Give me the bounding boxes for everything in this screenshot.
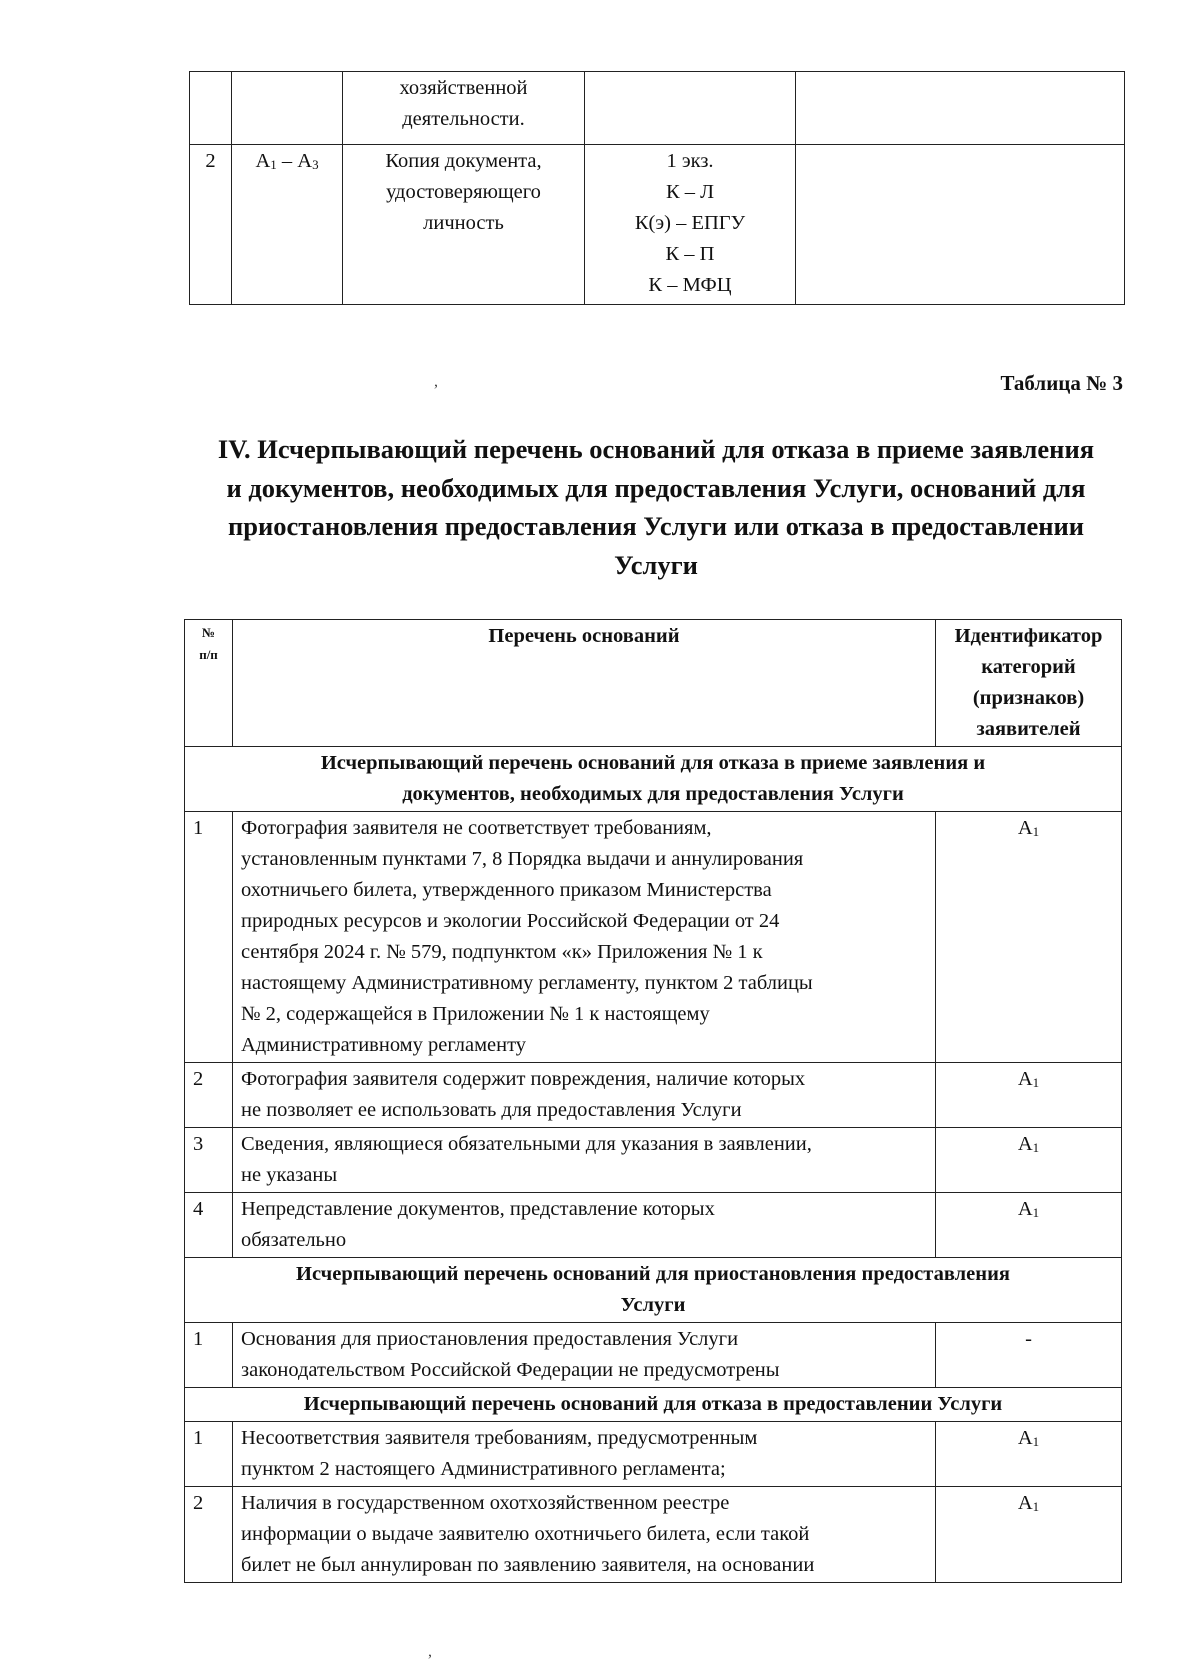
section-title-row	[185, 747, 1122, 812]
row-number: 1	[185, 1323, 233, 1388]
header-identifier: Идентификатор категорий (признаков) заявителей	[936, 620, 1122, 747]
table-row	[185, 1323, 1122, 1388]
row-number: 2	[190, 145, 232, 305]
table-row	[185, 1063, 1122, 1128]
applicant-identifier: А1	[936, 1422, 1122, 1487]
table-row	[185, 1128, 1122, 1193]
table-row	[185, 1422, 1122, 1487]
applicant-identifier: А1	[936, 1063, 1122, 1128]
ground-text: Непредставление документов, представление которых обязательно	[233, 1193, 936, 1258]
ground-text: Основания для приостановления предоставления Услуги законодательством Российской Федерации не предусмотрены	[233, 1323, 936, 1388]
document-copies	[585, 72, 796, 145]
section-title: Исчерпывающий перечень оснований для отказа в приеме заявления и документов, необходимых для предоставления Услуги	[185, 747, 1122, 812]
table-row	[185, 1193, 1122, 1258]
table-row	[185, 1487, 1122, 1583]
table-row	[185, 812, 1122, 1063]
applicant-identifier: А1	[936, 812, 1122, 1063]
table-row	[190, 145, 1125, 305]
section-title-row	[185, 1258, 1122, 1323]
document-note	[796, 145, 1125, 305]
row-number	[190, 72, 232, 145]
ground-text: Фотография заявителя содержит повреждения, наличие которых не позволяет ее использовать для предоставления Услуги	[233, 1063, 936, 1128]
scan-speck: ,	[428, 1643, 432, 1660]
section-title: Исчерпывающий перечень оснований для отказа в предоставлении Услуги	[185, 1388, 1122, 1422]
applicant-identifier: А1 – А3	[232, 145, 343, 305]
section-heading: IV. Исчерпывающий перечень оснований для отказа в приеме заявления и документов, необходимых для предоставления Услуги, оснований для приостановления предоставления Услуги или отказа в предоставлении Услуги	[217, 434, 1095, 580]
row-number: 2	[185, 1063, 233, 1128]
ground-text: Фотография заявителя не соответствует требованиям, установленным пунктами 7, 8 Порядка выдачи и аннулирования охотничьего билета, утвержденного приказом Министерства природных ресурсов и экологии Российской Федерации от 24 сентября 2024 г. № 579, подпунктом «к» Приложения № 1 к настоящему Административному регламенту, пунктом 2 таблицы № 2, содержащейся в Приложении № 1 к настоящему Административному регламенту	[233, 812, 936, 1063]
table-header-row	[185, 620, 1122, 747]
ground-text: Несоответствия заявителя требованиям, предусмотренным пунктом 2 настоящего Административного регламента;	[233, 1422, 936, 1487]
table-row	[190, 72, 1125, 145]
applicant-identifier: А1	[936, 1193, 1122, 1258]
row-number: 1	[185, 812, 233, 1063]
table-label: Таблица № 3	[1000, 371, 1123, 395]
header-number: № п/п	[185, 620, 233, 747]
document-copies: 1 экз. К – Л К(э) – ЕПГУ К – П К – МФЦ	[585, 145, 796, 305]
ground-text: Наличия в государственном охотхозяйственном реестре информации о выдаче заявителю охотничьего билета, если такой билет не был аннулирован по заявлению заявителя, на основании	[233, 1487, 936, 1583]
section-title: Исчерпывающий перечень оснований для приостановления предоставления Услуги	[185, 1258, 1122, 1323]
applicant-identifier: -	[936, 1323, 1122, 1388]
ground-text: Сведения, являющиеся обязательными для указания в заявлении, не указаны	[233, 1128, 936, 1193]
row-number: 4	[185, 1193, 233, 1258]
refusal-grounds-table	[184, 619, 1122, 1583]
header-grounds: Перечень оснований	[233, 620, 936, 747]
applicant-identifier	[232, 72, 343, 145]
document-name: Копия документа, удостоверяющего личность	[343, 145, 585, 305]
section-title-row	[185, 1388, 1122, 1422]
continued-documents-table	[189, 71, 1125, 305]
applicant-identifier: А1	[936, 1128, 1122, 1193]
row-number: 3	[185, 1128, 233, 1193]
document-name: хозяйственной деятельности.	[343, 72, 585, 145]
row-number: 1	[185, 1422, 233, 1487]
scan-speck: ,	[434, 373, 438, 390]
applicant-identifier: А1	[936, 1487, 1122, 1583]
row-number: 2	[185, 1487, 233, 1583]
document-note	[796, 72, 1125, 145]
